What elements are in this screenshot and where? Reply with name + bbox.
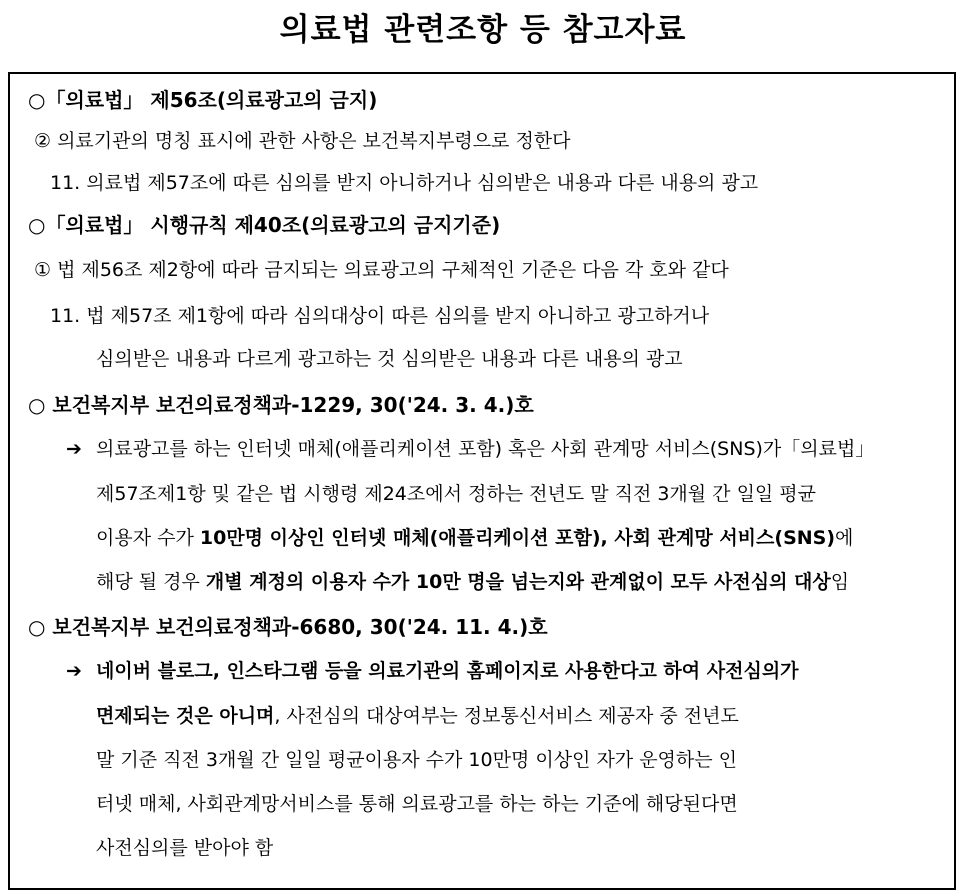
ministry-1229-line1 (66, 436, 874, 462)
ministry-1229-line3 (96, 525, 853, 551)
section-heading-medical-act-art56: ○「의료법」 제56조(의료광고의 금지) (28, 88, 378, 112)
item-11-text: 11. 의료법 제57조에 따른 심의를 받지 아니하거나 심의받은 내용과 다른 내용의 광고 (50, 172, 759, 194)
section-heading-ministry-1229: ○ 보건복지부 보건의료정책과-1229, 30('24. 3. 4.)호 (28, 393, 534, 417)
text-span: 해당 될 경우 (96, 571, 206, 593)
ministry-6680-line1 (66, 658, 799, 684)
clause-2-text: ② 의료기관의 명칭 표시에 관한 사항은 보건복지부령으로 정한다 (34, 130, 571, 152)
ministry-1229-line2: 제57조제1항 및 같은 법 시행령 제24조에서 정하는 전년도 말 직전 3개월 간 일일 평균 (96, 483, 817, 505)
item-11-text-line2: 심의받은 내용과 다르게 광고하는 것 심의받은 내용과 다른 내용의 광고 (96, 348, 683, 370)
bold-text-span: 10만명 이상인 인터넷 매체(애플리케이션 포함), 사회 관계망 서비스(SNS) (199, 527, 836, 549)
text-span: 임 (830, 571, 850, 593)
arrow-right-icon: ➔ (66, 660, 82, 682)
ministry-6680-line5: 사전심의를 받아야 함 (96, 837, 274, 859)
arrow-right-icon: ➔ (66, 438, 82, 460)
ministry-1229-line4 (96, 569, 849, 595)
paragraph-text: 네이버 블로그, 인스타그램 등을 의료기관의 홈페이지로 사용한다고 하여 사전심의가 (96, 660, 799, 682)
bold-text-span: 개별 계정의 이용자 수가 10만 명을 넘는지와 관계없이 모두 사전심의 대상 (205, 571, 831, 593)
text-span: , 사전심의 대상여부는 정보통신서비스 제공자 중 전년도 (274, 705, 739, 727)
ministry-6680-line3: 말 기준 직전 3개월 간 일일 평균이용자 수가 10만명 이상인 자가 운영하는 인 (96, 749, 738, 771)
page-title: 의료법 관련조항 등 참고자료 (279, 12, 687, 48)
item-11-text-line1: 11. 법 제57조 제1항에 따라 심의대상이 따른 심의를 받지 아니하고 광고하거나 (50, 305, 710, 327)
text-span: 에 (835, 527, 854, 549)
section-heading-ministry-6680: ○ 보건복지부 보건의료정책과-6680, 30('24. 11. 4.)호 (28, 615, 548, 639)
ministry-6680-line4: 터넷 매체, 사회관계망서비스를 통해 의료광고를 하는 하는 기준에 해당된다면 (96, 793, 738, 815)
paragraph-text: 의료광고를 하는 인터넷 매체(애플리케이션 포함) 혹은 사회 관계망 서비스(SNS)가「의료법」 (96, 438, 875, 460)
clause-1-text: ① 법 제56조 제2항에 따라 금지되는 의료광고의 구체적인 기준은 다음 각 호와 같다 (34, 259, 729, 281)
section-heading-enforcement-rule-art40: ○「의료법」 시행규칙 제40조(의료광고의 금지기준) (28, 213, 501, 237)
text-span: 이용자 수가 (96, 527, 200, 549)
ministry-6680-line2 (96, 703, 739, 729)
bold-text-span: 면제되는 것은 아니며 (96, 705, 275, 727)
